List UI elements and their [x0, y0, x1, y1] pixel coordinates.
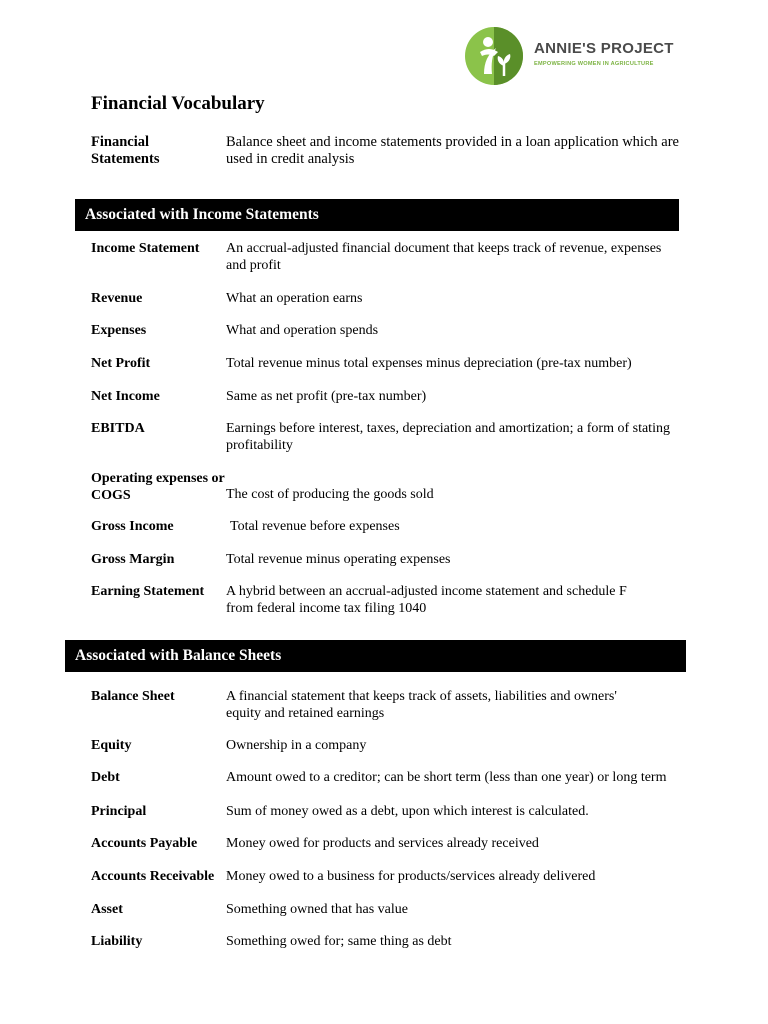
- entry-term: Accounts Payable: [91, 836, 198, 851]
- entry-term: Earning Statement: [91, 584, 205, 599]
- entry-definition: The cost of producing the goods sold: [226, 487, 434, 502]
- entry-definition: Money owed to a business for products/services already delivered: [226, 869, 596, 884]
- entry-term: Gross Income: [91, 519, 174, 534]
- entry-term: Equity: [91, 738, 132, 753]
- section-header-income-statements: Associated with Income Statements: [75, 199, 679, 231]
- entry-term: Income Statement: [91, 241, 200, 256]
- logo-tagline: EMPOWERING WOMEN IN AGRICULTURE: [534, 61, 654, 67]
- entry-term: Liability: [91, 934, 143, 949]
- page-title: Financial Vocabulary: [91, 93, 265, 114]
- entry-term: Balance Sheet: [91, 689, 175, 704]
- entry-definition: A hybrid between an accrual-adjusted income statement and schedule F from federal income tax filing 1040: [226, 584, 627, 616]
- entry-definition: Money owed for products and services already received: [226, 836, 539, 851]
- entry-definition: Total revenue before expenses: [230, 519, 400, 534]
- entry-term: Net Profit: [91, 356, 151, 371]
- annies-project-logo-icon: [464, 26, 524, 86]
- entry-definition: Ownership in a company: [226, 738, 367, 753]
- entry-definition: What an operation earns: [226, 291, 363, 306]
- entry-term: Operating expenses or COGS: [91, 471, 225, 503]
- entry-definition: Amount owed to a creditor; can be short term (less than one year) or long term: [226, 770, 667, 785]
- entry-term: Asset: [91, 902, 123, 917]
- entry-definition: What and operation spends: [226, 323, 379, 338]
- entry-definition: Same as net profit (pre-tax number): [226, 389, 427, 404]
- entry-definition: Sum of money owed as a debt, upon which interest is calculated.: [226, 804, 589, 819]
- entry-term: EBITDA: [91, 421, 145, 436]
- entry-term: Revenue: [91, 291, 143, 306]
- entry-definition: Earnings before interest, taxes, depreciation and amortization; a form of stating profitability: [226, 421, 670, 453]
- intro-term: Financial Statements: [91, 134, 160, 167]
- entry-definition: A financial statement that keeps track of assets, liabilities and owners' equity and retained earnings: [226, 689, 617, 721]
- entry-term: Principal: [91, 804, 147, 819]
- entry-definition: Something owned that has value: [226, 902, 408, 917]
- entry-definition: Total revenue minus operating expenses: [226, 552, 451, 567]
- intro-definition: Balance sheet and income statements provided in a loan application which are used in credit analysis: [226, 134, 679, 167]
- entry-term: Gross Margin: [91, 552, 175, 567]
- logo: [464, 26, 684, 88]
- entry-term: Debt: [91, 770, 120, 785]
- entry-definition: Total revenue minus total expenses minus depreciation (pre-tax number): [226, 356, 632, 371]
- entry-term: Net Income: [91, 389, 160, 404]
- entry-term: Accounts Receivable: [91, 869, 215, 884]
- entry-definition: Something owed for; same thing as debt: [226, 934, 452, 949]
- logo-title: ANNIE'S PROJECT: [534, 40, 674, 57]
- section-header-balance-sheets: Associated with Balance Sheets: [65, 640, 686, 672]
- entry-definition: An accrual-adjusted financial document that keeps track of revenue, expenses and profit: [226, 241, 662, 273]
- entry-term: Expenses: [91, 323, 147, 338]
